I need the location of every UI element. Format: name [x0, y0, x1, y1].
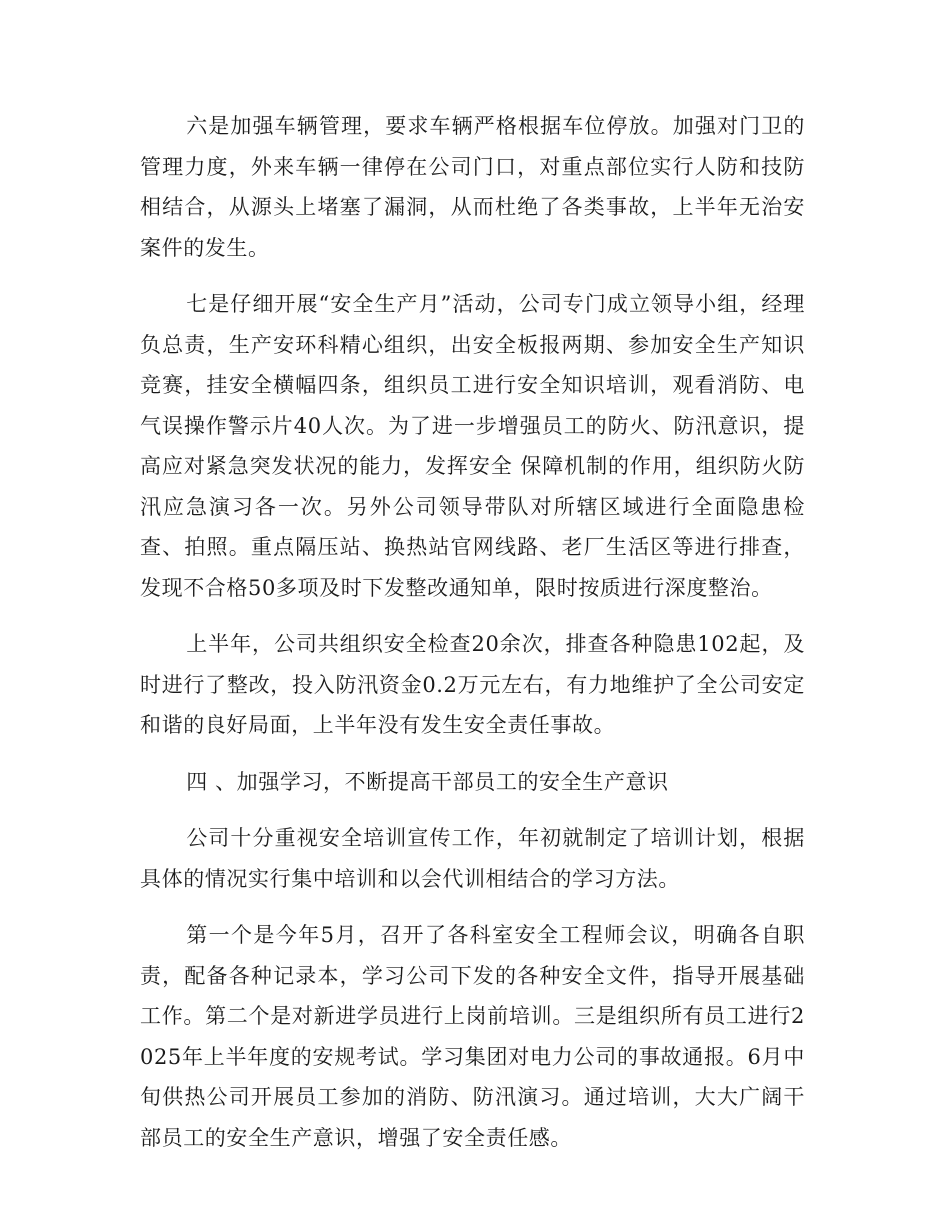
paragraph-safety-month: 七是仔细开展“安全生产月”活动，公司专门成立领导小组，经理负总责，生产安环科精心组织，出安全板报两期、参加安全生产知识竞赛，挂安全横幅四条，组织员工进行安全知识培训，观看消防、电气误操作警示片40人次。为了进一步增强员工的防火、防汛意识，提高应对紧急突发状况的能力，发挥安全 保障机制的作用，组织防火防汛应急演习各一次。另外公司领导带队对所辖区域进行全面隐患检查、拍照。重点隔压站、换热站官网线路、老厂生活区等进行排查，发现不合格50多项及时下发整改通知单，限时按质进行深度整治。 — [140, 292, 805, 600]
section-heading: 四 、加强学习，不断提高干部员工的安全生产意识 — [186, 769, 669, 794]
document-body — [140, 106, 805, 1174]
paragraph-vehicle-management: 六是加强车辆管理，要求车辆严格根据车位停放。加强对门卫的管理力度，外来车辆一律停在公司门口，对重点部位实行人防和技防相结合，从源头上堵塞了漏洞，从而杜绝了各类事故，上半年无治安案件的发生。 — [140, 114, 805, 260]
paragraph-training-details: 第一个是今年5月，召开了各科室安全工程师会议，明确各自职责，配备各种记录本，学习公司下发的各种安全文件，指导开展基础工作。第二个是对新进学员进行上岗前培训。三是组织所有员工进行2025年上半年度的安规考试。学习集团对电力公司的事故通报。6月中旬供热公司开展员工参加的消防、防汛演习。通过培训，大大广阔干部员工的安全生产意识，增强了安全责任感。 — [140, 923, 805, 1150]
paragraph-training-plan: 公司十分重视安全培训宣传工作，年初就制定了培训计划，根据具体的情况实行集中培训和以会代训相结合的学习方法。 — [140, 826, 805, 891]
paragraph-half-year-summary: 上半年，公司共组织安全检查20余次，排查各种隐患102起，及时进行了整改，投入防汛资金0.2万元左右，有力地维护了全公司安定和谐的良好局面，上半年没有发生安全责任事故。 — [140, 632, 805, 737]
